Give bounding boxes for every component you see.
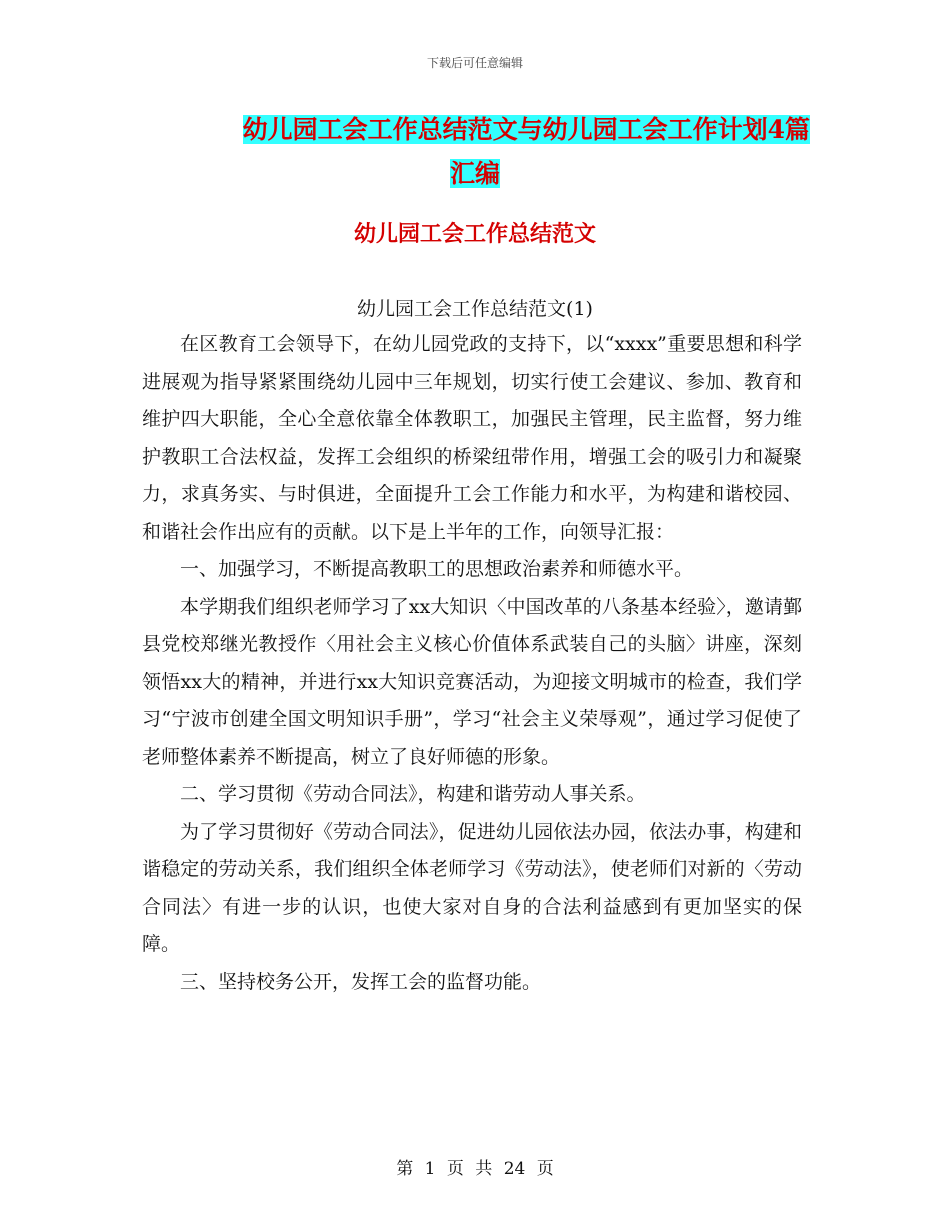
document-title-line-1: 幼儿园工会工作总结范文与幼儿园工会工作计划4篇 <box>242 115 810 144</box>
paragraph: 一、加强学习，不断提高教职工的思想政治素养和师德水平。 <box>180 558 694 580</box>
paragraph: 为了学习贯彻好《劳动合同法》，促进幼儿园依法办园，依法办事，构建和谐稳定的劳动关系，我们组织全体老师学习《劳动法》，使老师们对新的〈劳动合同法〉有进一步的认识，也使大家对自身的合法利益感到有更加坚实的保障。 <box>142 820 802 955</box>
paragraph: 本学期我们组织老师学习了xx大知识〈中国改革的八条基本经验〉，邀请鄞县党校郑继光教授作〈用社会主义核心价值体系武装自己的头脑〉讲座，深刻领悟xx大的精神，并进行xx大知识竞赛活动，为迎接文明城市的检查，我们学习“宁波市创建全国文明知识手册”，学习“社会主义荣辱观”，通过学习促使了老师整体素养不断提高，树立了良好师德的形象。 <box>142 595 802 768</box>
page-footer: 第 1 页 共 24 页 <box>396 1159 554 1179</box>
document-title <box>140 108 810 196</box>
body-text <box>142 326 802 1001</box>
paragraph: 在区教育工会领导下，在幼儿园党政的支持下，以“xxxx”重要思想和科学进展观为指导紧紧围绕幼儿园中三年规划，切实行使工会建议、参加、教育和维护四大职能，全心全意依靠全体教职工，加强民主管理，民主监督，努力维护教职工合法权益，发挥工会组织的桥梁纽带作用，增强工会的吸引力和凝聚力，求真务实、与时俱进，全面提升工会工作能力和水平，为构建和谐校园、和谐社会作出应有的贡献。以下是上半年的工作，向领导汇报： <box>142 333 802 543</box>
paragraph: 三、坚持校务公开，发挥工会的监督功能。 <box>180 970 542 993</box>
document-title-line-2: 汇编 <box>449 159 500 188</box>
sub-title: 幼儿园工会工作总结范文(1) <box>357 298 593 320</box>
paragraph: 二、学习贯彻《劳动合同法》，构建和谐劳动人事关系。 <box>180 783 646 805</box>
section-title: 幼儿园工会工作总结范文 <box>353 221 596 247</box>
header-note: 下载后可任意编辑 <box>426 56 523 70</box>
